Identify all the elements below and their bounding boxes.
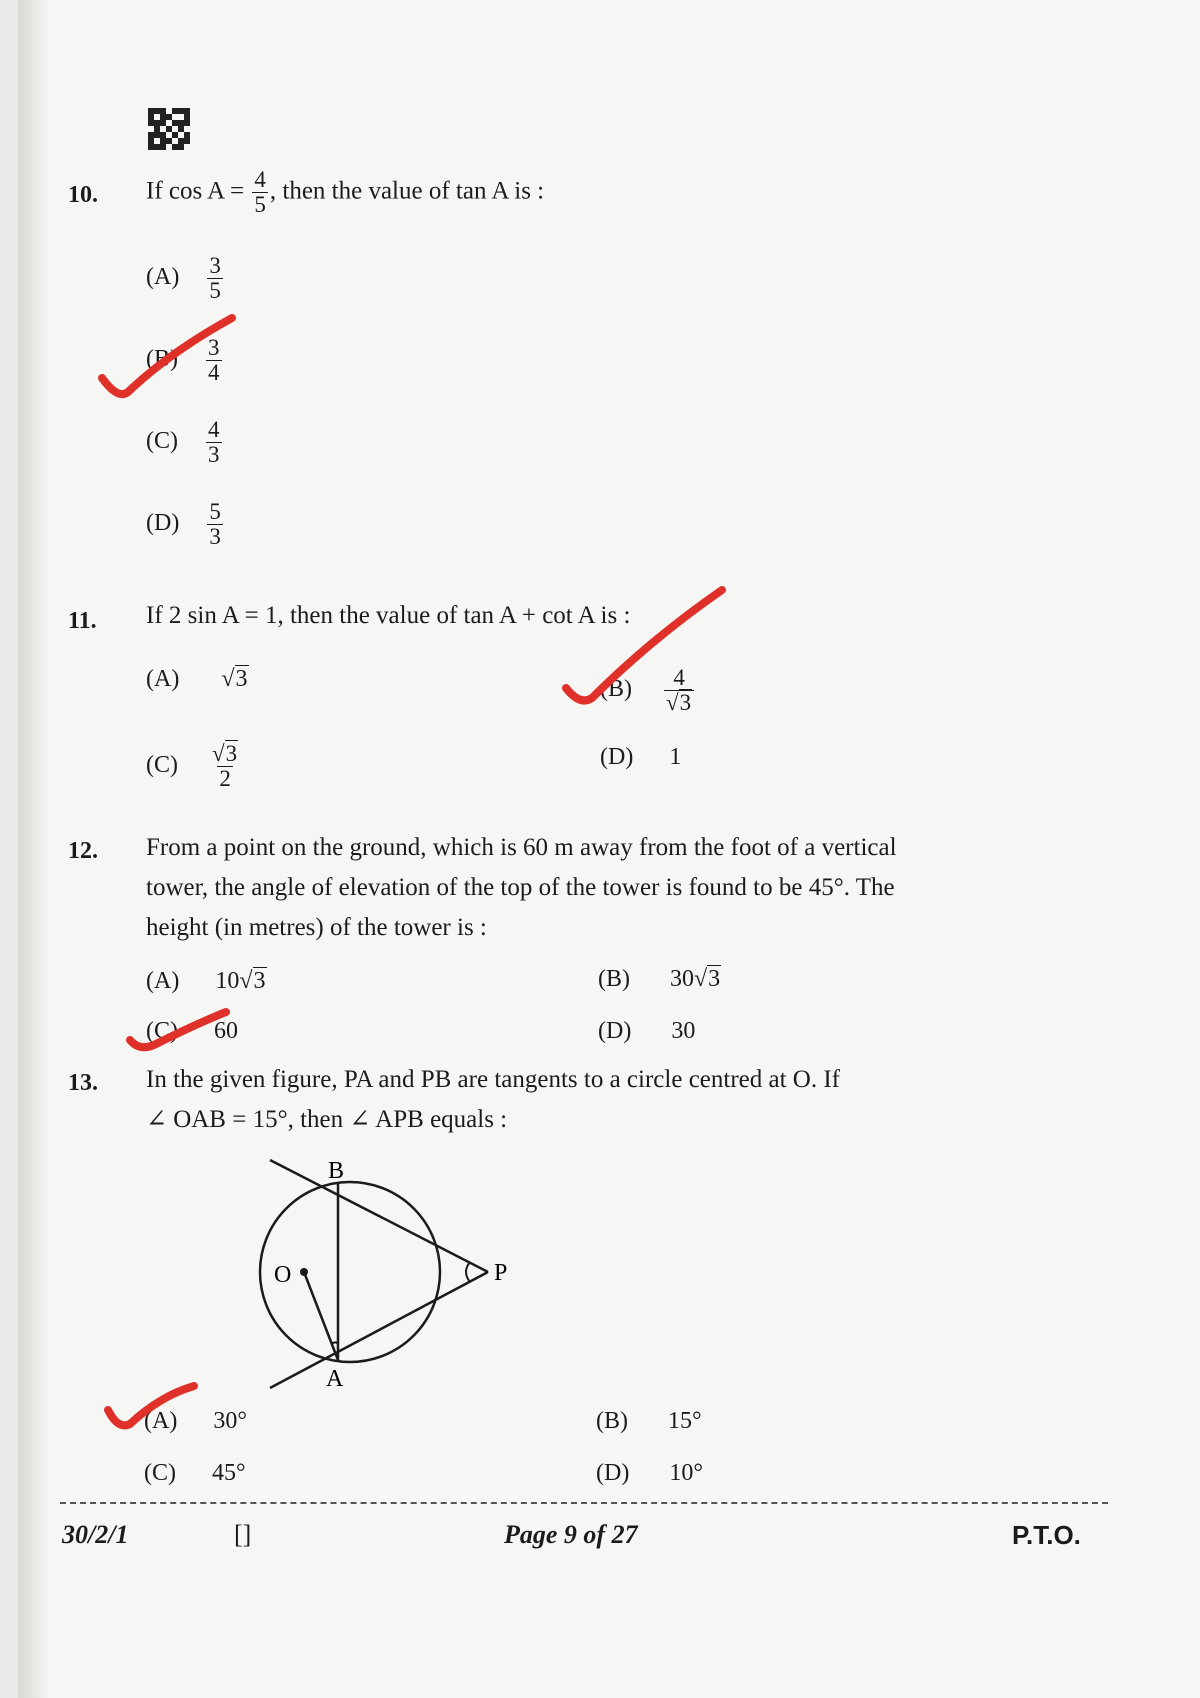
question-number: 11. — [68, 608, 97, 634]
question-text: From a point on the ground, which is 60 m away from the foot of a vertical tower, the angle of elevation of the top of the tower is found to be 45°. The height (in metres) of the tower is : — [146, 834, 897, 941]
footer-box: [] — [234, 1520, 252, 1549]
option-c[interactable]: (C) $\frac{4}{3}$ — [146, 417, 220, 468]
label-a: A — [326, 1366, 344, 1392]
option-d[interactable]: (D) $\frac{5}{3}$ — [146, 499, 221, 550]
option-d[interactable]: (D) 30 — [598, 1018, 696, 1044]
option-c[interactable]: (C) $\frac{√3}{2}$ — [146, 741, 238, 792]
tick-mark-icon — [130, 1012, 226, 1047]
option-a[interactable]: (A) 30° — [144, 1408, 247, 1434]
label-b: B — [328, 1158, 345, 1184]
question-text: If cos A = $\frac{4}{5}$ , then the value of tan A is : — [146, 167, 545, 218]
option-b[interactable]: (B) $\frac{4}{√3}$ — [600, 666, 696, 715]
option-c[interactable]: (C) 45° — [144, 1460, 246, 1486]
question-number: 12. — [68, 838, 98, 864]
option-d[interactable]: (D) 10° — [596, 1460, 703, 1486]
fraction: $\frac{4}{5}$ — [254, 167, 266, 218]
option-d[interactable]: (D) 1 — [600, 744, 682, 770]
option-b[interactable]: (B) 15° — [596, 1408, 702, 1434]
footer-divider — [60, 1502, 1108, 1504]
paper-code: 30/2/1 — [62, 1520, 129, 1549]
label-p: P — [494, 1260, 508, 1286]
option-a[interactable]: (A) $\frac{3}{5}$ — [146, 253, 221, 304]
option-a[interactable]: (A) √3 — [146, 666, 248, 692]
option-a[interactable]: (A) 10√3 — [146, 968, 266, 994]
question-number: 13. — [68, 1070, 98, 1096]
label-o: O — [274, 1262, 292, 1288]
option-b[interactable]: (B) 30√3 — [598, 966, 721, 992]
question-text: In the given figure, PA and PB are tangents to a circle centred at O. If ∠ OAB = 15°, then ∠ APB equals : — [146, 1066, 840, 1133]
question-text: If 2 sin A = 1, then the value of tan A + cot A is : — [146, 602, 631, 629]
question-number: 10. — [68, 182, 98, 208]
tick-mark-icon — [108, 1386, 194, 1425]
tick-mark-icon — [566, 590, 722, 700]
pto-label: P.T.O. — [1012, 1520, 1081, 1550]
option-b[interactable]: (B) $\frac{3}{4}$ — [146, 335, 220, 386]
page-number: Page 9 of 27 — [504, 1520, 638, 1549]
tick-mark-icon — [102, 318, 232, 394]
option-c[interactable]: (C) 60 — [146, 1018, 238, 1044]
